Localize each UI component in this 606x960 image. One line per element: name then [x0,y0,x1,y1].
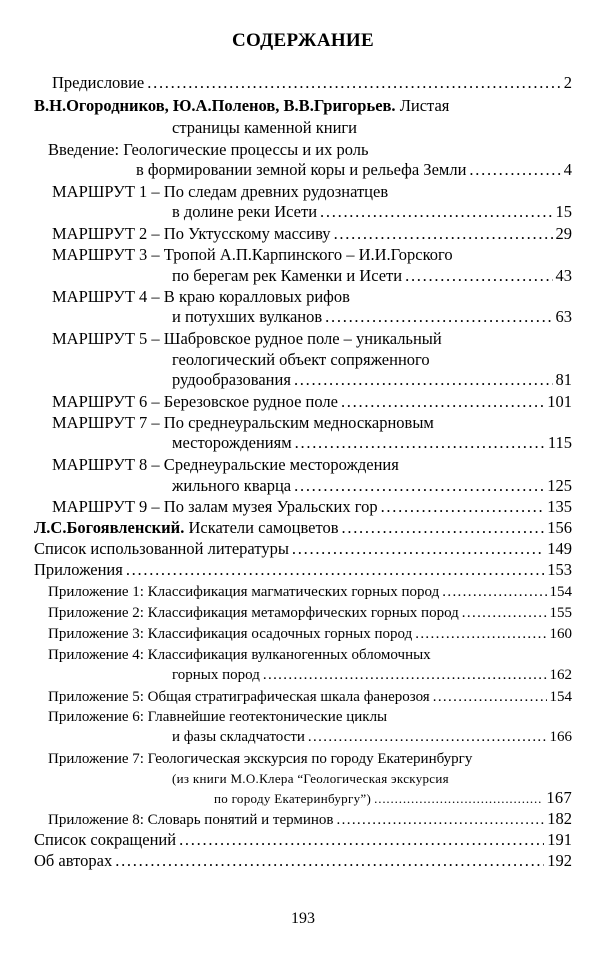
toc-entry-label-continued: (из книги М.О.Клера “Геологическая экскурсия [172,771,449,786]
page-title: СОДЕРЖАНИЕ [232,30,374,51]
toc-leader-dots [294,370,553,390]
toc-entry-appendix-6: Приложение 6: Главнейшие геотектонические циклы [48,709,388,725]
toc-leader-dots [341,392,544,412]
toc-entry-route-8-cont [172,476,572,496]
toc-entry-appendix-6-cont [172,727,572,747]
toc-entry-appendix-7-cont [214,788,572,808]
toc-leader-dots [295,433,545,453]
toc-entry-preface [52,73,572,93]
toc-leader-dots [342,518,545,538]
toc-entry-label: месторождениям [172,433,292,452]
toc-entry-route-9 [52,497,572,517]
toc-entry-route-8: МАРШРУТ 8 – Среднеуральские месторождения [52,455,399,474]
toc-entry-about-authors [34,851,572,871]
toc-entry-label: Предисловие [52,73,145,92]
toc-entry-label: и потухших вулканов [172,307,323,326]
toc-leader-dots [126,560,544,580]
toc-leader-dots [334,224,553,244]
toc-leader-dots [337,810,545,830]
toc-entry-page: 125 [547,476,572,495]
toc-entry-page: 15 [555,202,572,221]
toc-entry-page: 81 [555,370,572,389]
toc-entry-page: 29 [555,224,572,243]
toc-entry-route-1-cont [172,202,572,222]
toc-entry-route-4: МАРШРУТ 4 – В краю коралловых рифов [52,287,350,306]
toc-entry-page: 166 [549,729,572,745]
toc-leader-dots [115,851,544,871]
toc-entry-appendix-4: Приложение 4: Классификация вулканогенных обломочных [48,647,431,663]
toc-entry-authors: Л.С.Богоявленский. [34,518,185,537]
toc-entry-page: 191 [547,830,572,849]
toc-entry-label: по берегам рек Каменки и Исети [172,266,403,285]
toc-entry-label: по городу Екатеринбургу”) [214,791,372,806]
toc-leader-dots [442,582,546,602]
toc-entry-page: 149 [547,539,572,558]
toc-entry-authors-bogoyavlensky [34,518,572,538]
toc-entry-page: 182 [547,809,572,828]
toc-entry-label: Искатели самоцветов [188,518,339,537]
toc-entry-route-1: МАРШРУТ 1 – По следам древних рудознатцев [52,182,389,201]
toc-entry-route-4-cont [172,307,572,327]
toc-entry-route-5: МАРШРУТ 5 – Шабровское рудное поле – уникальный [52,329,442,348]
toc-entry-page: 192 [547,851,572,870]
toc-entry-appendix-4-cont [172,665,572,685]
toc-entry-route-5-cont [172,370,572,390]
toc-leader-dots [405,266,552,286]
toc-leader-dots [374,789,543,809]
toc-entry-label: МАРШРУТ 2 – По Уктусскому массиву [52,224,331,243]
toc-entry-label: Приложения [34,560,123,579]
toc-entry-appendices [34,560,572,580]
toc-entry-introduction-cont [136,160,572,180]
toc-entry-label: Приложение 1: Классификация магматических горных пород [48,584,440,600]
toc-entry-label: МАРШРУТ 6 – Березовское рудное поле [52,392,338,411]
toc-entry-page: 43 [555,266,572,285]
toc-entry-page: 162 [549,667,572,683]
toc-entry-appendix-2 [48,603,572,623]
toc-entry-route-2 [52,224,572,244]
toc-entry-page: 101 [547,392,572,411]
toc-entry-label: Список использованной литературы [34,539,289,558]
toc-leader-dots [469,160,560,180]
toc-leader-dots [147,73,561,93]
toc-entry-page: 160 [549,626,572,642]
toc-entry-label: рудообразования [172,370,291,389]
toc-entry-page: 153 [547,560,572,579]
toc-entry-label: Список сокращений [34,830,177,849]
toc-entry-label: в формировании земной коры и рельефа Земли [136,160,467,179]
toc-entry-page: 156 [547,518,572,537]
toc-entry-page: 154 [549,689,572,705]
toc-entry-page: 167 [546,788,572,807]
toc-entry-authors: В.Н.Огородников, Ю.А.Поленов, В.В.Григорьев. [34,96,396,115]
toc-entry-label: МАРШРУТ 9 – По залам музея Уральских гор [52,497,378,516]
toc-entry-label: Приложение 2: Классификация метаморфических горных пород [48,605,459,621]
toc-entry-page: 63 [555,307,572,326]
toc-entry-label: и фазы складчатости [172,729,305,745]
toc-leader-dots [292,539,544,559]
toc-entry-label: Приложение 3: Классификация осадочных горных пород [48,626,413,642]
toc-entry-page: 135 [547,497,572,516]
toc-leader-dots [308,727,547,747]
toc-entry-abbreviations [34,830,572,850]
toc-entry-page: 155 [549,605,572,621]
toc-entry-route-3-cont [172,266,572,286]
toc-leader-dots [381,497,545,517]
toc-leader-dots [415,624,546,644]
toc-entry-page: 4 [563,160,572,179]
toc-entry-page: 154 [549,584,572,600]
toc-entry-appendix-7: Приложение 7: Геологическая экскурсия по городу Екатеринбургу [48,751,473,767]
toc-entry-label: в долине реки Исети [172,202,318,221]
toc-leader-dots [263,665,547,685]
toc-entry-label: Приложение 5: Общая стратиграфическая шкала фанерозоя [48,689,430,705]
toc-entry-route-3: МАРШРУТ 3 – Тропой А.П.Карпинского – И.И.Горского [52,245,453,264]
toc-leader-dots [294,476,544,496]
toc-entry-label: Приложение 8: Словарь понятий и терминов [48,812,334,828]
toc-leader-dots [320,202,552,222]
toc-entry-route-6 [52,392,572,412]
toc-leader-dots [462,603,547,623]
toc-leader-dots [325,307,552,327]
toc-entry-label: горных пород [172,667,260,683]
toc-entry-label-continued: страницы каменной книги [172,118,358,137]
toc-entry-appendix-5 [48,687,572,707]
toc-entry-page: 2 [563,73,572,92]
toc-entry-route-7-cont [172,433,572,453]
toc-entry-appendix-1 [48,582,572,602]
toc-entry-label: жильного кварца [172,476,292,495]
toc-entry-page: 115 [547,433,572,452]
toc-entry-label-continued: геологический объект сопряженного [172,350,430,369]
toc-entry-introduction: Введение: Геологические процессы и их роль [48,140,369,159]
toc-entry-appendix-3 [48,624,572,644]
toc-leader-dots [433,687,547,707]
toc-entry-label: Об авторах [34,851,113,870]
page-number: 193 [291,910,315,927]
toc-entry-route-7: МАРШРУТ 7 – По среднеуральским медноскарновым [52,413,434,432]
toc-entry-authors-ogorodnikov [34,96,449,116]
toc-leader-dots [179,830,544,850]
toc-entry-appendix-8 [48,809,572,829]
toc-entry-references [34,539,572,559]
toc-entry-label: Листая [399,96,450,115]
